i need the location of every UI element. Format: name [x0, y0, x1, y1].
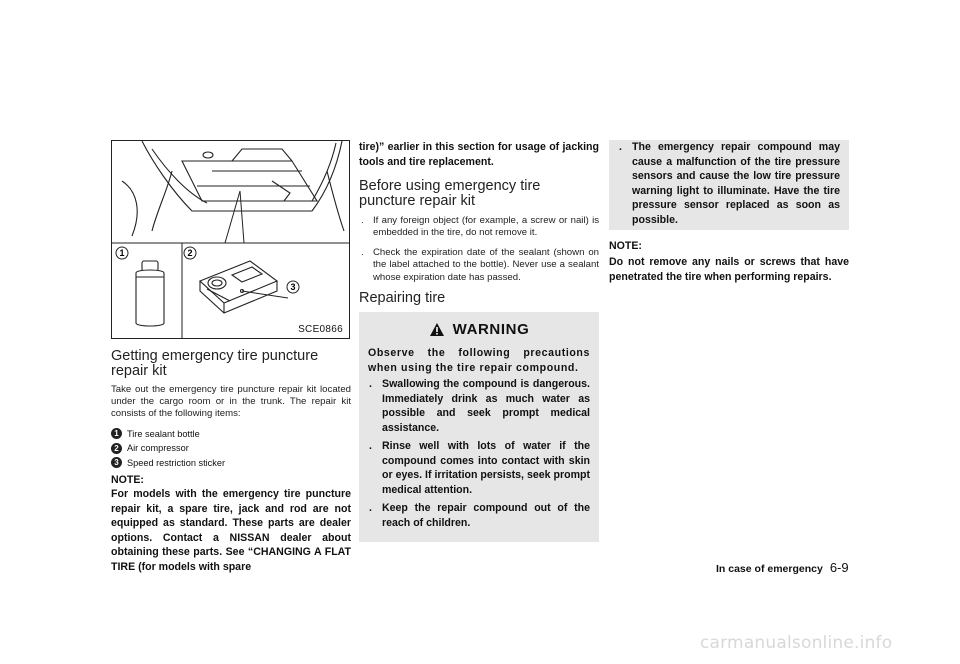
- bullet: .: [369, 378, 372, 391]
- page-footer: [716, 560, 849, 575]
- repair-kit-illustration: [112, 141, 349, 338]
- list-item: [359, 215, 599, 240]
- column-1: [111, 140, 351, 574]
- note-continued: tire)” earlier in this section for usage of jacking tools and tire replacement.: [359, 141, 599, 168]
- kit-items-list: [111, 427, 351, 471]
- list-item: [618, 140, 840, 227]
- watermark: carmanualsonline.info: [700, 633, 893, 653]
- number-badge: 3: [111, 457, 122, 468]
- bullet: .: [619, 141, 622, 153]
- warning-list: [368, 377, 590, 530]
- bullet: .: [369, 440, 372, 453]
- number-badge: 2: [111, 443, 122, 454]
- callout-3: 3: [290, 282, 296, 292]
- list-item: [368, 501, 590, 530]
- bullet: .: [361, 246, 364, 258]
- bullet-text: Check the expiration date of the sealant (shown on the label attached to the bottle). Never use a sealant whose expiration date has passed.: [373, 246, 599, 283]
- figure-code: SCE0866: [298, 324, 343, 335]
- note-label: NOTE:: [609, 240, 642, 252]
- section-heading-getting-kit: Getting emergency tire puncture repair kit: [111, 348, 319, 379]
- warning-text: Keep the repair compound out of the reach of children.: [382, 502, 590, 529]
- intro-paragraph: Take out the emergency tire puncture repair kit located under the cargo room or in the trunk. The repair kit consists of the following items:: [111, 384, 351, 420]
- list-item: [111, 456, 351, 471]
- bullet: .: [369, 502, 372, 515]
- warning-title-text: WARNING: [452, 321, 530, 339]
- warning-box-continued: [609, 140, 849, 230]
- list-item: [359, 247, 599, 284]
- number-badge: 1: [111, 428, 122, 439]
- callout-2: 2: [187, 248, 193, 258]
- item-label: Speed restriction sticker: [127, 457, 226, 468]
- section-heading-before-using: Before using emergency tire puncture repair kit: [359, 178, 541, 209]
- callout-1: 1: [119, 248, 125, 258]
- list-item: [368, 439, 590, 497]
- warning-lead: Observe the following precautions when using the tire repair compound.: [368, 347, 590, 374]
- list-item: [111, 441, 351, 456]
- page-number: 6-9: [829, 560, 849, 575]
- warning-title: [368, 321, 590, 338]
- list-item: [368, 377, 590, 435]
- warning-text: Swallowing the compound is dangerous. Immediately drink as much water as possible and seek prompt medical assistance.: [382, 378, 590, 434]
- bullet-text: If any foreign object (for example, a screw or nail) is embedded in the tire, do not remove it.: [373, 215, 599, 239]
- warning-triangle-icon: [429, 322, 445, 337]
- note-label: NOTE:: [111, 474, 144, 487]
- item-label: Tire sealant bottle: [127, 428, 200, 439]
- note-text: Do not remove any nails or screws that have penetrated the tire when performing repairs.: [609, 256, 849, 283]
- note-text: For models with the emergency tire puncture repair kit, a spare tire, jack and rod are not equipped as standard. These parts are dealer options. Contact a NISSAN dealer about obtaining these parts. See “CHANGING A FLAT TIRE (for models with spare: [111, 488, 351, 573]
- before-using-list: [359, 215, 599, 284]
- warning-text: Rinse well with lots of water if the compound comes into contact with skin or eyes. If irritation persists, seek prompt medical attention.: [382, 440, 590, 496]
- column-3: [609, 140, 849, 284]
- footer-section: In case of emergency: [716, 563, 823, 575]
- section-heading-repairing: Repairing tire: [359, 290, 446, 307]
- repair-kit-figure: [111, 140, 350, 339]
- list-item: [111, 427, 351, 442]
- item-label: Air compressor: [127, 443, 189, 454]
- bullet: .: [361, 215, 364, 226]
- warning-box: [359, 312, 599, 542]
- warning-list-continued: [618, 140, 840, 227]
- warning-text: The emergency repair compound may cause a malfunction of the tire pressure sensors and cause the low tire pressure warning light to illuminate. Have the tire pressure sensor replaced as soon as possible.: [632, 141, 840, 226]
- column-2: [359, 140, 599, 542]
